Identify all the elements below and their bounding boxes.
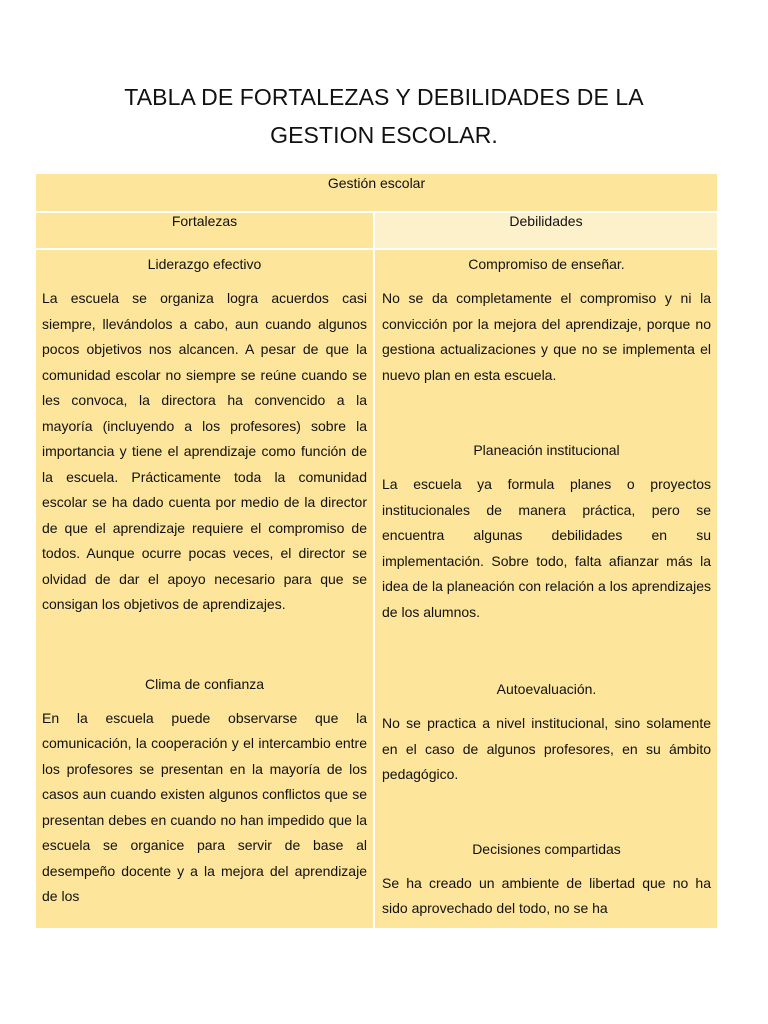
section-text: No se practica a nivel institucional, sino solamente en el caso de algunos profesores, en su ámbito pedagógico. (382, 715, 711, 782)
section-text: La escuela se organiza logra acuerdos casi siempre, llevándolos a cabo, aun cuando algunos pocos objetivos nos alcancen. A pesar de que la comunidad escolar no siempre se reúne cuando se les convoca, la directora ha convencido a la mayoría (incluyendo a los profesores) sobre la importancia y tiene el aprendizaje como función de la escuela. Prácticamente toda la comunidad escolar se ha dado cuenta por medio de la director de que el aprendizaje requiere el compromiso de todos. Aunque ocurre pocas veces, el director se olvidad de dar el apoyo necesario para que se consigan los objetivos de aprendizajes. (42, 290, 367, 612)
section-text: En la escuela puede observarse que la comunicación, la cooperación y el intercambio entre los profesores se presentan en la mayoría de los casos aun cuando existen algunos conflictos que se presentan debes en cuando no han impedido que la escuela se organice para servir de base al desempeño docente y a la mejora del aprendizaje de los (42, 709, 367, 904)
section-title: Autoevaluación. (496, 681, 597, 697)
debilidades-column (375, 250, 717, 928)
column-header-debilidades: Debilidades (375, 213, 717, 248)
document-title-line-2: GESTION ESCOLAR. (270, 122, 498, 148)
section-title: Compromiso de enseñar. (468, 256, 625, 272)
section-title: Clima de confianza (144, 675, 265, 692)
section-text: La escuela ya formula planes o proyectos institucionales de manera práctica, pero se encuentra algunas debilidades en su implementación. Sobre todo, falta afianzar más la idea de la planeación con relación a los aprendizajes de los alumnos. (382, 476, 711, 620)
column-header-fortalezas: Fortalezas (36, 213, 373, 248)
section-text: No se da completamente el compromiso y ni la convicción por la mejora del aprendizaje, porque no gestiona actualizaciones y que no se implementa el nuevo plan en esta escuela. (382, 290, 711, 383)
section-text: Se ha creado un ambiente de libertad que no ha sido aprovechado del todo, no se ha (382, 874, 711, 916)
fortalezas-column (36, 250, 373, 928)
fortalezas-debilidades-table (36, 174, 717, 928)
section-title: Planeación institucional (473, 442, 620, 458)
table-header: Gestión escolar (36, 174, 717, 211)
document-title (0, 78, 768, 154)
section-title: Decisiones compartidas (472, 840, 621, 857)
document-title-line-1: TABLA DE FORTALEZAS Y DEBILIDADES DE LA (124, 84, 644, 110)
section-title: Liderazgo efectivo (147, 256, 262, 272)
